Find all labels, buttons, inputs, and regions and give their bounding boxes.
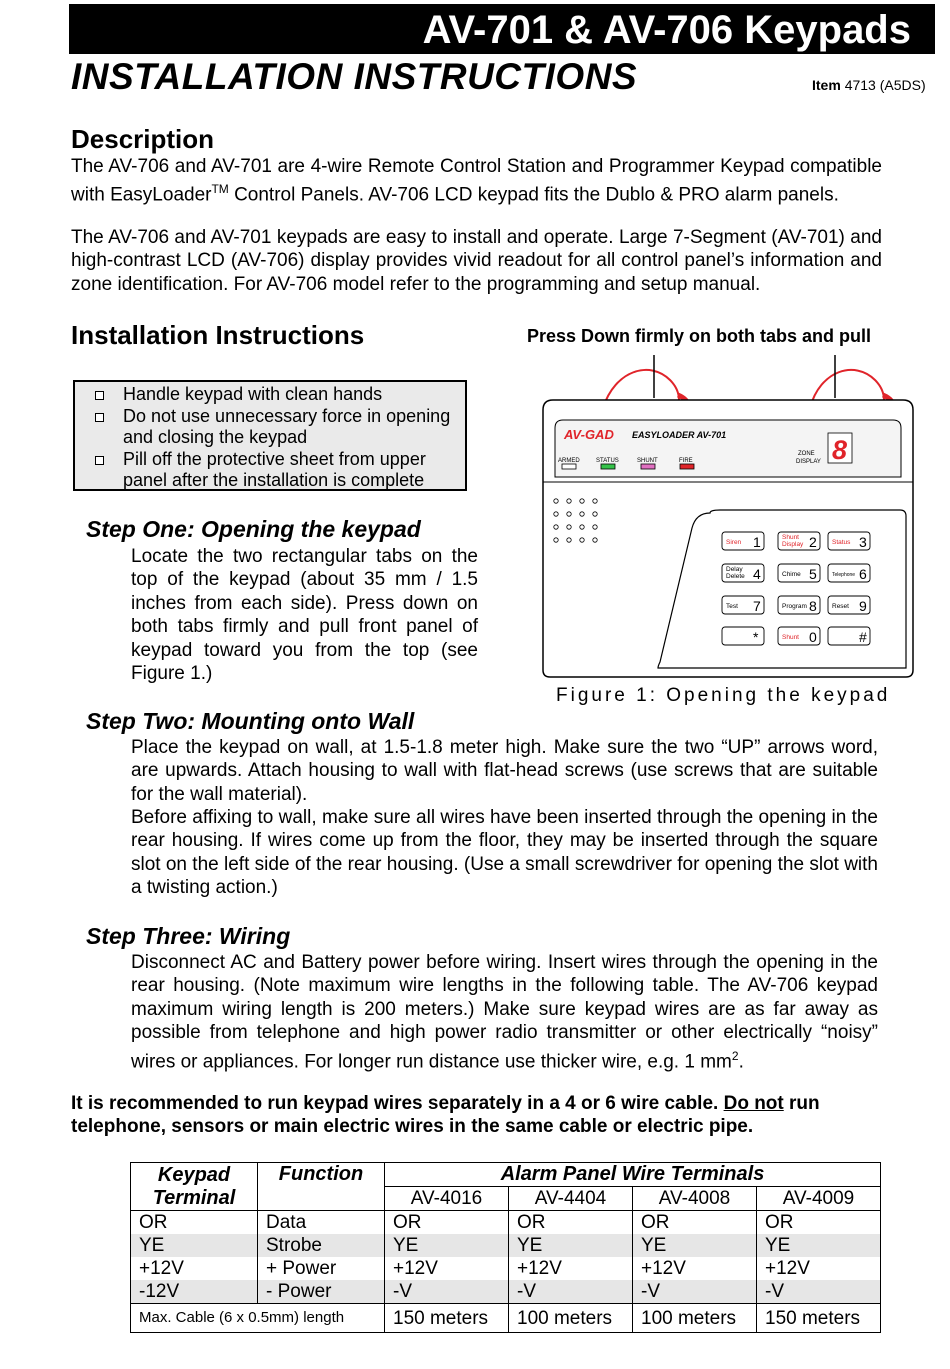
- keypad-key-6: [828, 564, 870, 582]
- table-row: -12V - Power -V -V -V -V: [131, 1280, 881, 1304]
- document-subtitle: INSTALLATION INSTRUCTIONS: [71, 56, 638, 97]
- zone-digit: 8: [832, 435, 848, 465]
- table-row: YE Strobe YE YE YE YE: [131, 1234, 881, 1257]
- desc-text-a: The AV-706 and AV-701 are 4-wire Remote Control Station and Programmer Keypad compatible with EasyLoader: [71, 156, 882, 206]
- description-paragraph-1: [71, 155, 882, 207]
- keypad-key-0: [778, 627, 820, 645]
- keypad-key-#: [828, 627, 870, 645]
- description-paragraph-2: The AV-706 and AV-701 keypads are easy to install and operate. Large 7-Segment (AV-701) and high-contrast LCD (AV-706) display provides vivid readout for all control panel’s information and zone identification. For AV-706 model refer to the programming and setup manual.: [71, 227, 882, 295]
- key-label: Delay: [726, 566, 743, 573]
- key-number: 7: [753, 598, 761, 614]
- zone-label: ZONE: [798, 451, 815, 457]
- led-shunt-icon: [641, 464, 655, 469]
- key-number: #: [859, 629, 867, 645]
- key-label: Telephone: [832, 572, 856, 578]
- step-two-title: Step Two: Mounting onto Wall: [86, 708, 415, 734]
- key-number: 4: [753, 566, 761, 582]
- checkbox-icon: [95, 456, 104, 465]
- model-header: AV-4009: [757, 1187, 881, 1211]
- model-header: AV-4404: [509, 1187, 633, 1211]
- header-function: Function: [258, 1163, 385, 1187]
- superscript-two: 2: [731, 1048, 739, 1063]
- keypad-key-4: [722, 564, 764, 582]
- precaution-item: Pill off the protective sheet from upper panel after the installation is complete: [91, 449, 461, 492]
- precaution-item: Do not use unnecessary force in opening and closing the keypad: [91, 406, 461, 449]
- item-number: [812, 77, 926, 93]
- led-label-armed: ARMED: [558, 458, 580, 464]
- led-status-icon: [601, 464, 615, 469]
- step-three-text: Disconnect AC and Battery power before wiring. Insert wires through the opening in the rear housing. (Note maximum wire lengths in the following table. The AV-706 keypad maximum wiring length is 200 meters.) Make sure keypad wires are as far away as possible from telephone and high power radio transmitter or other electrically “noisy” wires or appliances. For longer run distance use thicker wire, e.g. 1 $mm^2$.: [131, 952, 878, 1072]
- key-label: Program: [782, 603, 807, 610]
- item-value: 4713 (A5DS): [844, 77, 926, 93]
- key-number: 9: [859, 598, 867, 614]
- step-one-text: Locate the two rectangular tabs on the top of the keypad (about 35 mm / 1.5 inches from each side). Press down on both tabs firmly and pull front panel of keypad toward you from the top (see Figure 1.): [131, 546, 478, 685]
- key-number: 3: [859, 534, 867, 550]
- key-label: Reset: [832, 603, 849, 610]
- model-header: AV-4016: [385, 1187, 509, 1211]
- led-fire-icon: [680, 464, 694, 469]
- table-row: +12V + Power +12V +12V +12V +12V: [131, 1257, 881, 1280]
- led-label-shunt: SHUNT: [637, 458, 658, 464]
- led-label-status: STATUS: [596, 458, 619, 464]
- keypad-key-8: [778, 596, 820, 614]
- header-alarm-panel: Alarm Panel Wire Terminals: [385, 1163, 881, 1187]
- key-label-secondary: Display: [782, 541, 804, 548]
- display-label: DISPLAY: [796, 459, 821, 465]
- table-subheader-row: [131, 1187, 881, 1211]
- key-number: 6: [859, 566, 867, 582]
- checkbox-icon: [95, 413, 104, 422]
- figure-caption: Figure 1: Opening the keypad: [556, 685, 891, 706]
- key-label: Status: [832, 539, 851, 546]
- key-label: Shunt: [782, 534, 799, 541]
- keypad-key-7: [722, 596, 764, 614]
- key-number: *: [753, 629, 759, 645]
- keypad-key-5: [778, 564, 820, 582]
- key-number: 8: [809, 598, 817, 614]
- precaution-item: Handle keypad with clean hands: [91, 384, 461, 406]
- keypad-key-9: [828, 596, 870, 614]
- step-one-title: Step One: Opening the keypad: [86, 516, 421, 542]
- keypad-key-1: [722, 532, 764, 550]
- key-label: Shunt: [782, 634, 799, 641]
- item-label: Item: [812, 77, 841, 93]
- step-three-title: Step Three: Wiring: [86, 923, 291, 949]
- keypad-key-3: [828, 532, 870, 550]
- wiring-table: [130, 1162, 881, 1333]
- led-label-fire: FIRE: [679, 458, 693, 464]
- key-label: Test: [726, 603, 738, 610]
- step-two-paragraph-2: Before affixing to wall, make sure all wires have been inserted through the opening in the rear housing. If wires come up from the floor, they may be inserted through the square slot on the left side of the rear housing. (Use a small screwdriver for opening the slot with a twisting action.): [131, 807, 878, 899]
- step-two-paragraph-1: Place the keypad on wall, at 1.5-1.8 meter high. Make sure the two “UP” arrows word, are upwards. Attach housing to wall with flat-head screws (use screws that are suitable for the wall material).: [131, 737, 878, 805]
- key-number: 2: [809, 534, 817, 550]
- description-heading: Description: [71, 124, 215, 154]
- precautions-list: [91, 384, 461, 492]
- document-title: AV-701 & AV-706 Keypads: [69, 4, 935, 54]
- brand-logo: AV-GAD: [564, 427, 614, 442]
- trademark-mark: TM: [211, 182, 229, 197]
- do-not-emphasis: Do not: [723, 1093, 784, 1114]
- key-label-secondary: Delete: [726, 573, 745, 580]
- desc-text-b: Control Panels. AV-706 LCD keypad fits the Dublo & PRO alarm panels.: [228, 184, 839, 206]
- keypad-key-2: [778, 532, 820, 550]
- table-row-cable-length: Max. Cable (6 x 0.5mm) length 150 meters 100 meters 100 meters 150 meters: [131, 1304, 881, 1333]
- header-terminal: Terminal: [131, 1187, 258, 1211]
- wiring-warning: It is recommended to run keypad wires separately in a 4 or 6 wire cable. Do not run telephone, sensors or main electric wires in the same cable or electric pipe.: [71, 1093, 820, 1138]
- led-armed-icon: [562, 464, 576, 469]
- table-header-row: [131, 1163, 881, 1187]
- header-keypad: Keypad: [131, 1163, 258, 1187]
- checkbox-icon: [95, 391, 104, 400]
- cable-label: Max. Cable (6 x 0.5mm) length: [131, 1304, 385, 1333]
- precautions-box: [73, 380, 467, 491]
- header-function-blank: [258, 1187, 385, 1211]
- table-row: OR Data OR OR OR OR: [131, 1211, 881, 1235]
- key-number: 5: [809, 566, 817, 582]
- press-note: Press Down firmly on both tabs and pull: [527, 326, 872, 346]
- model-header: AV-4008: [633, 1187, 757, 1211]
- key-label: Chime: [782, 571, 801, 578]
- key-label: Siren: [726, 539, 742, 546]
- keypad-figure: [530, 350, 920, 685]
- keypad-key-*: [722, 627, 764, 645]
- model-label: EASYLOADER AV-701: [632, 430, 727, 440]
- installation-heading: Installation Instructions: [71, 320, 365, 350]
- key-number: 1: [753, 534, 761, 550]
- key-number: 0: [809, 629, 817, 645]
